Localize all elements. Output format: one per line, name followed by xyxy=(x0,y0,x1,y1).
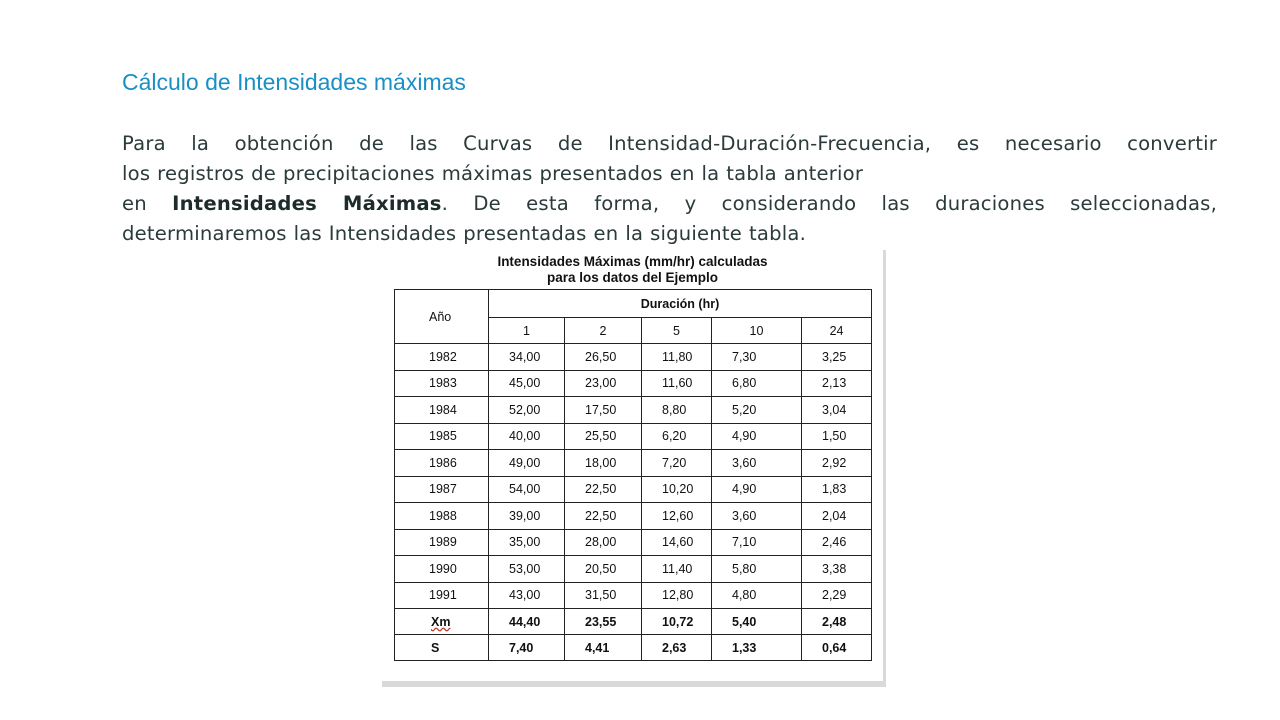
year-cell: 1983 xyxy=(395,370,489,397)
intensity-value-cell: 2,13 xyxy=(802,370,872,397)
duration-header-cell: 24 xyxy=(802,318,872,344)
table-row xyxy=(395,370,872,397)
stat-label: S xyxy=(431,640,440,655)
intensity-value-cell: 7,20 xyxy=(642,450,712,477)
intensity-value-cell: 53,00 xyxy=(489,556,565,583)
intensity-value-cell: 4,80 xyxy=(712,582,802,609)
intensity-value-cell: 40,00 xyxy=(489,423,565,450)
year-cell: 1987 xyxy=(395,476,489,503)
table-row xyxy=(395,582,872,609)
stat-label-cell xyxy=(395,635,489,661)
intensity-value-cell: 45,00 xyxy=(489,370,565,397)
intensity-value-cell: 12,80 xyxy=(642,582,712,609)
intensity-value-cell: 11,40 xyxy=(642,556,712,583)
duration-header-cell: 5 xyxy=(642,318,712,344)
intensity-value-cell: 3,60 xyxy=(712,503,802,530)
stat-value-cell: 0,64 xyxy=(802,635,872,661)
intensity-value-cell: 3,25 xyxy=(802,344,872,371)
intensity-table xyxy=(394,289,872,661)
stat-label-cell xyxy=(395,609,489,635)
intro-paragraph xyxy=(122,129,1217,249)
paragraph-line-1: Para la obtención de las Curvas de Intensidad-Duración-Frecuencia, es necesario convertir xyxy=(122,132,1217,155)
year-column-header: Año xyxy=(395,290,489,344)
year-cell: 1991 xyxy=(395,582,489,609)
section-heading: Cálculo de Intensidades máximas xyxy=(122,69,466,95)
intensity-value-cell: 18,00 xyxy=(565,450,642,477)
table-row xyxy=(395,450,872,477)
stat-value-cell: 4,41 xyxy=(565,635,642,661)
intensity-value-cell: 28,00 xyxy=(565,529,642,556)
intensity-value-cell: 3,38 xyxy=(802,556,872,583)
stat-label: Xm xyxy=(431,614,451,629)
intensity-value-cell: 11,80 xyxy=(642,344,712,371)
intensity-value-cell: 34,00 xyxy=(489,344,565,371)
intensity-value-cell: 1,50 xyxy=(802,423,872,450)
table-title xyxy=(382,254,883,286)
paragraph-line-3-pre: en xyxy=(122,192,173,215)
table-row xyxy=(395,529,872,556)
intensity-value-cell: 25,50 xyxy=(565,423,642,450)
table-title-line-2: para los datos del Ejemplo xyxy=(546,270,719,285)
year-cell: 1986 xyxy=(395,450,489,477)
intensity-value-cell: 52,00 xyxy=(489,397,565,424)
intensity-value-cell: 14,60 xyxy=(642,529,712,556)
intensity-value-cell: 39,00 xyxy=(489,503,565,530)
stat-value-cell: 1,33 xyxy=(712,635,802,661)
table-row xyxy=(395,344,872,371)
intensity-value-cell: 7,30 xyxy=(712,344,802,371)
intensity-table-figure xyxy=(382,250,886,687)
stat-value-cell: 44,40 xyxy=(489,609,565,635)
table-body xyxy=(395,344,872,661)
table-row xyxy=(395,423,872,450)
intensity-value-cell: 43,00 xyxy=(489,582,565,609)
stat-value-cell: 23,55 xyxy=(565,609,642,635)
duration-header-cell: 10 xyxy=(712,318,802,344)
year-cell: 1985 xyxy=(395,423,489,450)
intensity-value-cell: 11,60 xyxy=(642,370,712,397)
year-cell: 1988 xyxy=(395,503,489,530)
stat-value-cell: 5,40 xyxy=(712,609,802,635)
intensity-value-cell: 35,00 xyxy=(489,529,565,556)
intensity-value-cell: 20,50 xyxy=(565,556,642,583)
paragraph-line-3-post: . De esta forma, y considerando las duraciones seleccionadas, xyxy=(441,192,1217,215)
intensity-value-cell: 23,00 xyxy=(565,370,642,397)
intensity-value-cell: 7,10 xyxy=(712,529,802,556)
table-row xyxy=(395,397,872,424)
paragraph-bold-term: Intensidades Máximas xyxy=(172,192,442,215)
year-cell: 1990 xyxy=(395,556,489,583)
intensity-value-cell: 26,50 xyxy=(565,344,642,371)
intensity-value-cell: 6,20 xyxy=(642,423,712,450)
year-cell: 1982 xyxy=(395,344,489,371)
intensity-value-cell: 22,50 xyxy=(565,476,642,503)
intensity-value-cell: 2,92 xyxy=(802,450,872,477)
year-cell: 1984 xyxy=(395,397,489,424)
table-row xyxy=(395,476,872,503)
mean-row xyxy=(395,609,872,635)
stat-value-cell: 7,40 xyxy=(489,635,565,661)
intensity-value-cell: 3,60 xyxy=(712,450,802,477)
intensity-value-cell: 2,46 xyxy=(802,529,872,556)
table-row xyxy=(395,503,872,530)
intensity-value-cell: 1,83 xyxy=(802,476,872,503)
intensity-value-cell: 4,90 xyxy=(712,476,802,503)
paragraph-line-2: los registros de precipitaciones máximas presentados en la tabla anterior xyxy=(122,162,864,185)
table-row xyxy=(395,556,872,583)
intensity-value-cell: 49,00 xyxy=(489,450,565,477)
stat-value-cell: 2,48 xyxy=(802,609,872,635)
intensity-value-cell: 17,50 xyxy=(565,397,642,424)
duration-column-header: Duración (hr) xyxy=(489,290,872,318)
intensity-value-cell: 10,20 xyxy=(642,476,712,503)
intensity-value-cell: 3,04 xyxy=(802,397,872,424)
duration-header-cell: 1 xyxy=(489,318,565,344)
paragraph-line-4: determinaremos las Intensidades presentadas en la siguiente tabla. xyxy=(122,222,806,245)
paragraph-line-3 xyxy=(122,189,1217,219)
year-cell: 1989 xyxy=(395,529,489,556)
intensity-value-cell: 6,80 xyxy=(712,370,802,397)
duration-header-cell: 2 xyxy=(565,318,642,344)
std-dev-row xyxy=(395,635,872,661)
intensity-value-cell: 12,60 xyxy=(642,503,712,530)
table-title-line-1: Intensidades Máximas (mm/hr) calculadas xyxy=(497,254,768,269)
stat-value-cell: 2,63 xyxy=(642,635,712,661)
intensity-value-cell: 31,50 xyxy=(565,582,642,609)
intensity-value-cell: 2,04 xyxy=(802,503,872,530)
intensity-value-cell: 8,80 xyxy=(642,397,712,424)
intensity-value-cell: 54,00 xyxy=(489,476,565,503)
intensity-value-cell: 5,80 xyxy=(712,556,802,583)
intensity-value-cell: 5,20 xyxy=(712,397,802,424)
stat-value-cell: 10,72 xyxy=(642,609,712,635)
intensity-value-cell: 2,29 xyxy=(802,582,872,609)
intensity-value-cell: 22,50 xyxy=(565,503,642,530)
intensity-value-cell: 4,90 xyxy=(712,423,802,450)
